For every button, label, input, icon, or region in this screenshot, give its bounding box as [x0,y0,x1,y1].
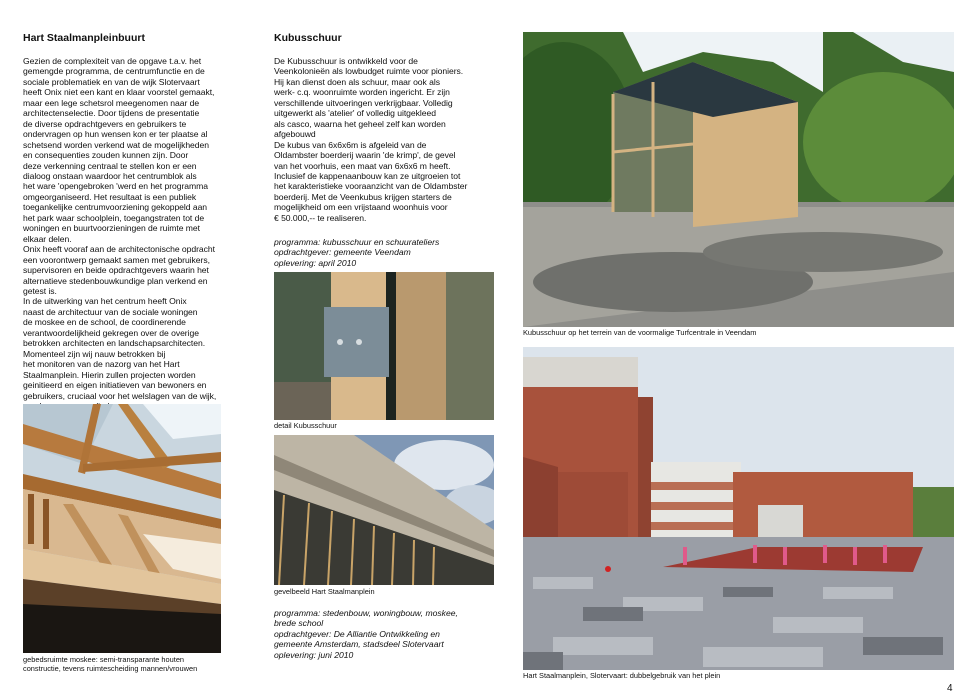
body-text-hart-staalmanpleinbuurt: Gezien de complexiteit van de opgave t.a.v. het gemengde programma, de centrumfunctie en de sociale problematiek en van de wijk Slotervaart heeft Onix niet een kant en klaar voorstel gemaakt, maar een lege schetsrol meegenomen naar de architectenselectie. Door tijdens de presentatie de diverse opdrachtgevers en gebruikers te ondervragen op hun wensen kon er ter plaatse al schetsend worden verkend wat de mogelijkheden en consequenties zouden kunnen zijn. Door deze verkenning centraal te stellen kon er een dialoog onstaan waardoor het centrumblok als het ware 'opengebroken 'werd en het programma omgeorganiseerd. Het resultaat is een publiek toegankelijke centrumvoorziening gekoppeld aan het park waar schoolplein, toegangstraten tot de woningen en buurtvoorzieningen de ruimte met elkaar delen. Onix heeft vooraf aan de architectonische opdracht een voorontwerp gemaakt samen met gebruikers, supervisoren en beide opdrachtgevers waarin het alternatieve stedenbouwkundige plan verkend en getest is. In de uitwerking van het centrum heeft Onix naast de architectuur van de sociale woningen de moskee en de school, de coordinerende verantwoordelijkheid gekregen over de overige betrokken architecten en landschapsarchitecten. Momenteel zijn wij nauw betrokken bij het monitoren van de nazorg van het Hart Staalmanplein. Hierin zullen projecten worden geinitieerd en eigen initiatieven van bewoners en gebruikers, cruciaal voor het welslagen van de wijk, [23,56,217,401]
middle-column [274,32,514,223]
caption-kubusschuur-turfcentrale: Kubusschuur op het terrein van de voormalige Turfcentrale in Veendam [523,328,757,337]
section-heading-hart-staalmanpleinbuurt: Hart Staalmanpleinbuurt [23,32,145,44]
photo-mosque-prayer-room [23,404,221,653]
project-meta-kubusschuur: programma: kubusschuur en schuurateliers opdrachtgever: gemeente Veendam oplevering: april 2010 [274,237,440,268]
page-number: 4 [947,683,953,694]
body-text-kubusschuur: De Kubusschuur is ontwikkeld voor de Veenkolonieën als lowbudget ruimte voor pioniers. Hij kan dienst doen als schuur, maar ook als werk- c.q. woonruimte worden ingericht. Er zijn verschillende uitvoeringen verkrijgbaar. Volledig uitgewerkt als 'atelier' of volledig uitgekleed als casco, waarna het geheel zelf kan worden afgebouwd De kubus van 6x6x6m is afgeleid van de Oldambster boerderij waarin 'de krimp', de gevel van het voorhuis, een maat van 6x6x6 m heeft. Inclusief de kappenaanbouw kan ze uitgroeien tot het karakteristieke vooraanzicht van de Oldambster boerderij. Met de Veenkubus krijgen starters de mogelijkheid om een vrijstaand woonhuis voor € 50.000,-- te realiseren. [274,56,468,223]
section-heading-kubusschuur: Kubusschuur [274,32,342,44]
caption-hart-staalmanplein-square: Hart Staalmanplein, Slotervaart: dubbelgebruik van het plein [523,671,721,680]
photo-kubusschuur-turfcentrale [523,32,954,327]
caption-gevelbeeld: gevelbeeld Hart Staalmanplein [274,587,375,596]
photo-hart-staalmanplein-square [523,347,954,670]
project-meta-hart-staalmanplein: programma: stedenbouw, woningbouw, moskee, brede school opdrachtgever: De Alliantie Ontwikkeling en gemeente Amsterdam, stadsdeel Slotervaart oplevering: juni 2010 [274,608,458,660]
left-column [23,32,263,411]
caption-detail-kubusschuur: detail Kubusschuur [274,421,337,430]
photo-detail-kubusschuur [274,272,494,420]
photo-gevelbeeld-hart-staalmanplein [274,435,494,585]
caption-mosque-photo: gebedsruimte moskee: semi-transparante houten constructie, tevens ruimtescheiding mannen/vrouwen [23,655,198,674]
